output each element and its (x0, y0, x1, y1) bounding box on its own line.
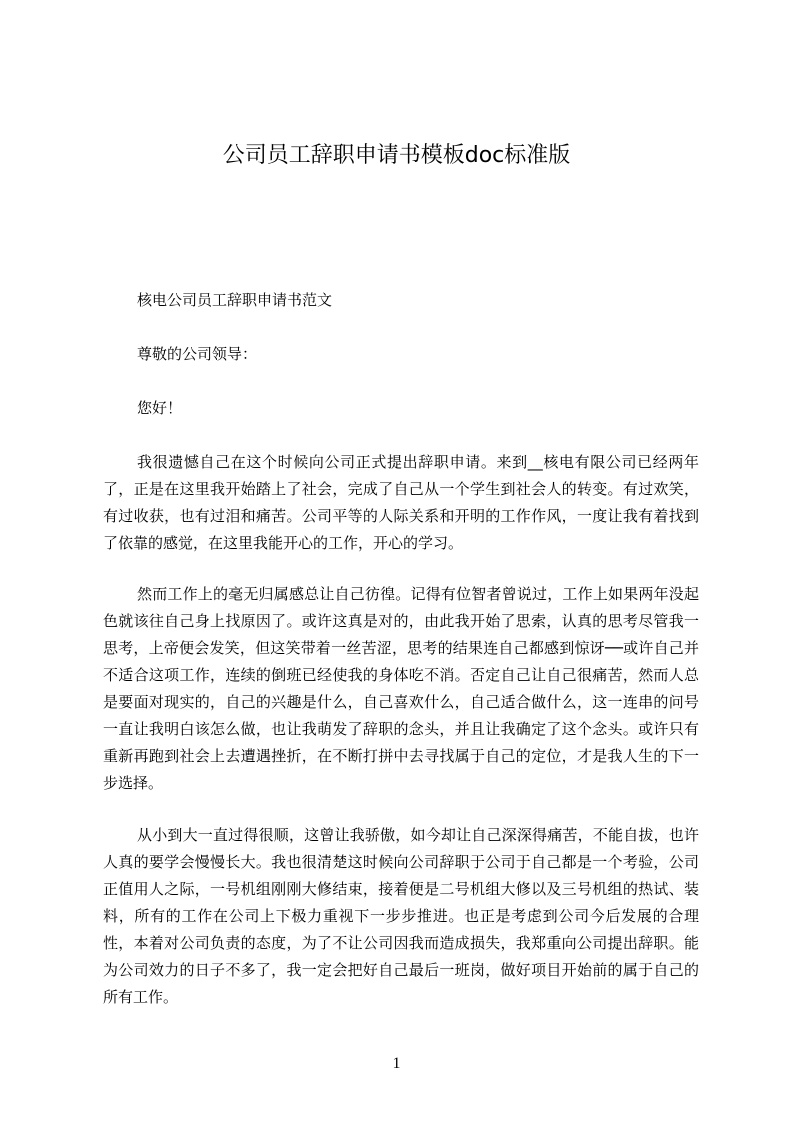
body-paragraph-1: 我很遗憾自己在这个时候向公司正式提出辞职申请。来到__核电有限公司已经两年了，正是在这里我开始踏上了社会，完成了自己从一个学生到社会人的转变。有过欢笑，有过收获，也有过泪和痛苦。公司平等的人际关系和开明的工作作风，一度让我有着找到了依靠的感觉，在这里我能开心的工作，开心的学习。 (103, 453, 699, 552)
document-subtitle: 核电公司员工辞职申请书范文 (137, 291, 333, 309)
salutation: 尊敬的公司领导： (137, 345, 258, 363)
page-number: 1 (392, 1055, 401, 1072)
body-paragraph-3: 从小到大一直过得很顺，这曾让我骄傲，如今却让自己深深得痛苦，不能自拔，也许人真的要学会慢慢长大。我也很清楚这时候向公司辞职于公司于自己都是一个考验，公司正值用人之际，一号机组刚刚大修结束，接着便是二号机组大修以及三号机组的热试、装料，所有的工作在公司上下极力重视下一步步推进。也正是考虑到公司今后发展的合理性，本着对公司负责的态度，为了不让公司因我而造成损失，我郑重向公司提出辞职。能为公司效力的日子不多了，我一定会把好自己最后一班岗，做好项目开始前的属于自己的所有工作。 (103, 826, 699, 1006)
body-paragraph-2: 然而工作上的毫无归属感总让自己彷徨。记得有位智者曾说过，工作上如果两年没起色就该往自己身上找原因了。或许这真是对的，由此我开始了思索，认真的思考尽管我一思考，上帝便会发笑，但这笑带着一丝苦涩，思考的结果连自己都感到惊讶──或许自己并不适合这项工作，连续的倒班已经使我的身体吃不消。否定自己让自己很痛苦，然而人总是要面对现实的，自己的兴趣是什么，自己喜欢什么，自己适合做什么，这一连串的问号一直让我明白该怎么做，也让我萌发了辞职的念头，并且让我确定了这个念头。或许只有重新再跑到社会上去遭遇挫折，在不断打拼中去寻找属于自己的定位，才是我人生的下一步选择。 (103, 585, 699, 792)
greeting: 您好！ (137, 399, 183, 417)
document-title: 公司员工辞职申请书模板doc标准版 (222, 143, 571, 168)
